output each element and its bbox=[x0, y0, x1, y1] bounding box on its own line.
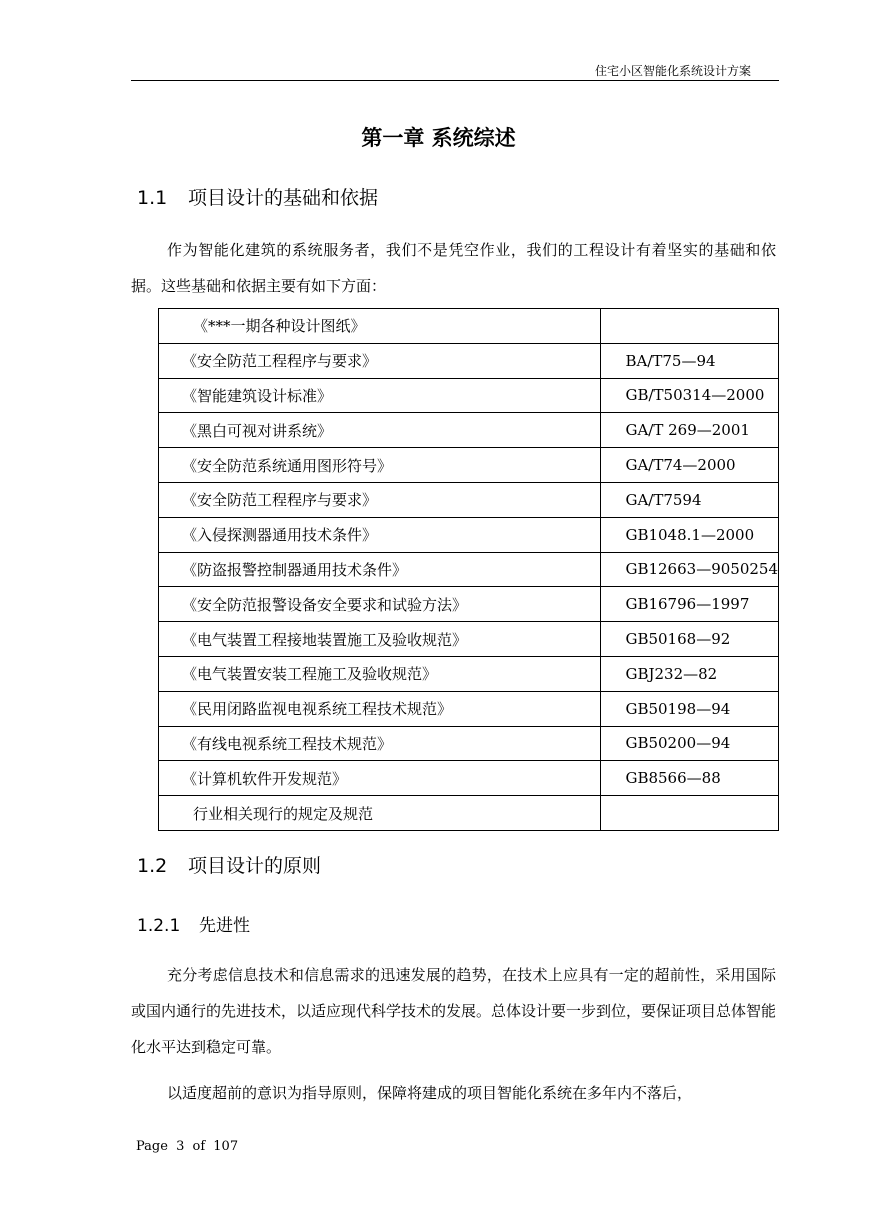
standard-code-cell: GB50198—94 bbox=[601, 691, 779, 726]
table-row bbox=[159, 552, 779, 587]
standard-name-cell: 《安全防范报警设备安全要求和试验方法》 bbox=[159, 587, 601, 622]
page-label: Page bbox=[136, 1139, 168, 1154]
standard-code-cell: GB8566—88 bbox=[601, 761, 779, 796]
section-title: 项目设计的原则 bbox=[188, 855, 322, 877]
running-header-title: 住宅小区智能化系统设计方案 bbox=[594, 64, 751, 78]
standard-code-cell: GA/T74—2000 bbox=[601, 448, 779, 483]
table-row bbox=[159, 309, 779, 344]
standard-name-cell: 《安全防范工程程序与要求》 bbox=[159, 343, 601, 378]
standard-name-cell: 《电气装置工程接地装置施工及验收规范》 bbox=[159, 622, 601, 657]
standard-name-cell: 《计算机软件开发规范》 bbox=[159, 761, 601, 796]
page-number: 3 bbox=[176, 1139, 185, 1154]
section-number: 1.2 bbox=[137, 855, 168, 877]
section-heading-1-1 bbox=[137, 183, 378, 210]
standard-code-cell: GB12663—9050254 bbox=[601, 552, 779, 587]
standard-code-cell: BA/T75—94 bbox=[601, 343, 779, 378]
of-label: of bbox=[192, 1139, 206, 1154]
standard-name-cell: 《有线电视系统工程技术规范》 bbox=[159, 726, 601, 761]
table-row bbox=[159, 587, 779, 622]
total-pages: 107 bbox=[213, 1139, 239, 1154]
table-row bbox=[159, 378, 779, 413]
standard-name-cell: 《入侵探测器通用技术条件》 bbox=[159, 517, 601, 552]
table-row bbox=[159, 448, 779, 483]
page-footer bbox=[136, 1139, 242, 1154]
standard-name-cell: 《智能建筑设计标准》 bbox=[159, 378, 601, 413]
standard-code-cell: GB50200—94 bbox=[601, 726, 779, 761]
standard-name-cell: 《电气装置安装工程施工及验收规范》 bbox=[159, 656, 601, 691]
table-row bbox=[159, 726, 779, 761]
subsection-heading-1-2-1 bbox=[137, 911, 250, 936]
advanced-paragraph-1: 充分考虑信息技术和信息需求的迅速发展的趋势，在技术上应具有一定的超前性，采用国际或国内通行的先进技术，以适应现代科学技术的发展。总体设计要一步到位，要保证项目总体智能化水平达到稳定可靠。 bbox=[131, 966, 777, 1056]
standard-name-cell: 《安全防范系统通用图形符号》 bbox=[159, 448, 601, 483]
subsection-title: 先进性 bbox=[199, 916, 250, 936]
standard-name-cell: 《防盗报警控制器通用技术条件》 bbox=[159, 552, 601, 587]
standard-name-cell: 《安全防范工程程序与要求》 bbox=[159, 482, 601, 517]
standard-name-cell: 《黑白可视对讲系统》 bbox=[159, 413, 601, 448]
table-row bbox=[159, 482, 779, 517]
standard-code-cell bbox=[601, 309, 779, 344]
standard-name-cell: 《民用闭路监视电视系统工程技术规范》 bbox=[159, 691, 601, 726]
section-title: 项目设计的基础和依据 bbox=[188, 187, 379, 209]
table-row bbox=[159, 343, 779, 378]
section-heading-1-2 bbox=[137, 851, 321, 878]
table-row bbox=[159, 691, 779, 726]
standard-code-cell: GB50168—92 bbox=[601, 622, 779, 657]
standard-name-cell: 《***一期各种设计图纸》 bbox=[159, 309, 601, 344]
table-row bbox=[159, 761, 779, 796]
standard-code-cell: GB1048.1—2000 bbox=[601, 517, 779, 552]
advanced-paragraph-2: 以适度超前的意识为指导原则，保障将建成的项目智能化系统在多年内不落后， bbox=[167, 1084, 693, 1102]
standard-code-cell: GA/T 269—2001 bbox=[601, 413, 779, 448]
table-row bbox=[159, 622, 779, 657]
table-row bbox=[159, 656, 779, 691]
standard-code-cell: GBJ232—82 bbox=[601, 656, 779, 691]
subsection-number: 1.2.1 bbox=[137, 916, 181, 936]
intro-paragraph: 作为智能化建筑的系统服务者，我们不是凭空作业，我们的工程设计有着坚实的基础和依据。这些基础和依据主要有如下方面： bbox=[131, 241, 776, 295]
header-divider bbox=[131, 80, 779, 81]
standard-code-cell: GB/T50314—2000 bbox=[601, 378, 779, 413]
standard-code-cell: GB16796—1997 bbox=[601, 587, 779, 622]
table-row bbox=[159, 796, 779, 831]
chapter-title: 第一章 系统综述 bbox=[361, 126, 516, 150]
table-row bbox=[159, 413, 779, 448]
standard-name-cell: 行业相关现行的规定及规范 bbox=[159, 796, 601, 831]
standard-code-cell bbox=[601, 796, 779, 831]
table-row bbox=[159, 517, 779, 552]
section-number: 1.1 bbox=[137, 187, 168, 209]
standard-code-cell: GA/T7594 bbox=[601, 482, 779, 517]
standards-table bbox=[158, 308, 779, 831]
